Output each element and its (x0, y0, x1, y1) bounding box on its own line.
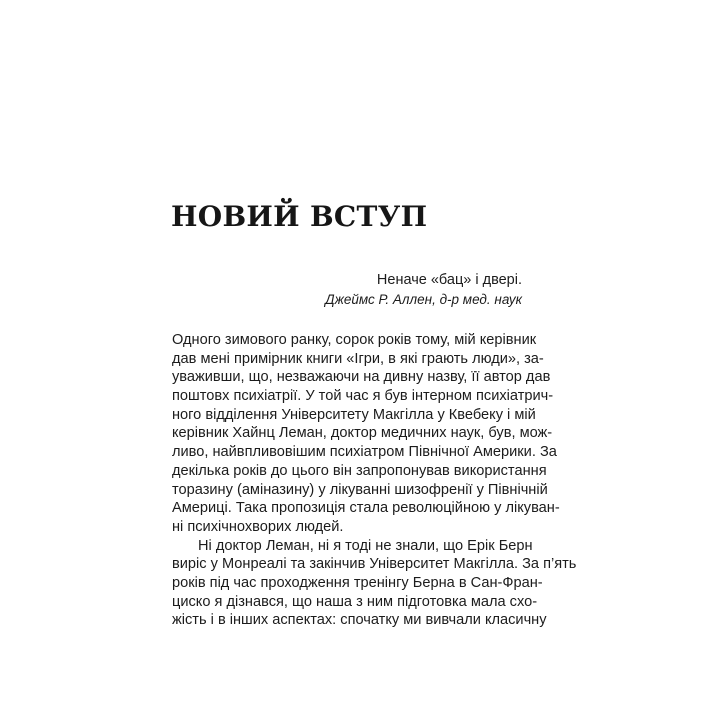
text-line: уваживши, що, незважаючи на дивну назву, її автор дав (172, 369, 551, 386)
text-line: ливо, найвпливовішим психіатром Північної Америки. За (172, 444, 557, 461)
text-line: ні психічнохворих людей. (172, 518, 344, 535)
text-line: ного відділення Університету Макгілла у Квебеку і мій (172, 406, 536, 423)
text-line: поштовх психіатрії. У той час я був інтерном психіатрич- (172, 388, 554, 405)
text-line: дав мені примірник книги «Ігри, в які грають люди», за- (172, 350, 544, 367)
paragraph-2 (172, 537, 577, 630)
body-text (172, 331, 577, 630)
text-line: Одного зимового ранку, сорок років тому, мій керівник (172, 332, 537, 348)
text-line: Америці. Така пропозиція стала революційною у лікуван- (172, 500, 560, 517)
text-line: керівник Хайнц Леман, доктор медичних наук, був, мож- (172, 425, 553, 442)
text-line: років під час проходження тренінгу Берна в Сан-Фран- (172, 574, 543, 591)
text-line: циско я дізнався, що наша з ним підготовка мала схо- (172, 593, 538, 610)
text-line: Ні доктор Леман, ні я тоді не знали, що Ерік Берн (198, 537, 533, 554)
epigraph-author: Джеймс Р. Аллен, д-р мед. наук (325, 292, 522, 307)
text-line: торазину (аміназину) у лікуванні шизофренії у Північній (172, 481, 548, 498)
text-line: жість і в інших аспектах: спочатку ми вивчали класичну (172, 612, 547, 629)
chapter-title: НОВИЙ ВСТУП (171, 200, 428, 233)
paragraph-1 (172, 331, 560, 537)
epigraph-quote: Неначе «бац» і двері. (376, 272, 522, 288)
epigraph (325, 270, 522, 310)
text-line: виріс у Монреалі та закінчив Університет Макгілла. За п’ять (172, 556, 577, 573)
text-line: декілька років до цього він запропонував використання (172, 462, 547, 479)
